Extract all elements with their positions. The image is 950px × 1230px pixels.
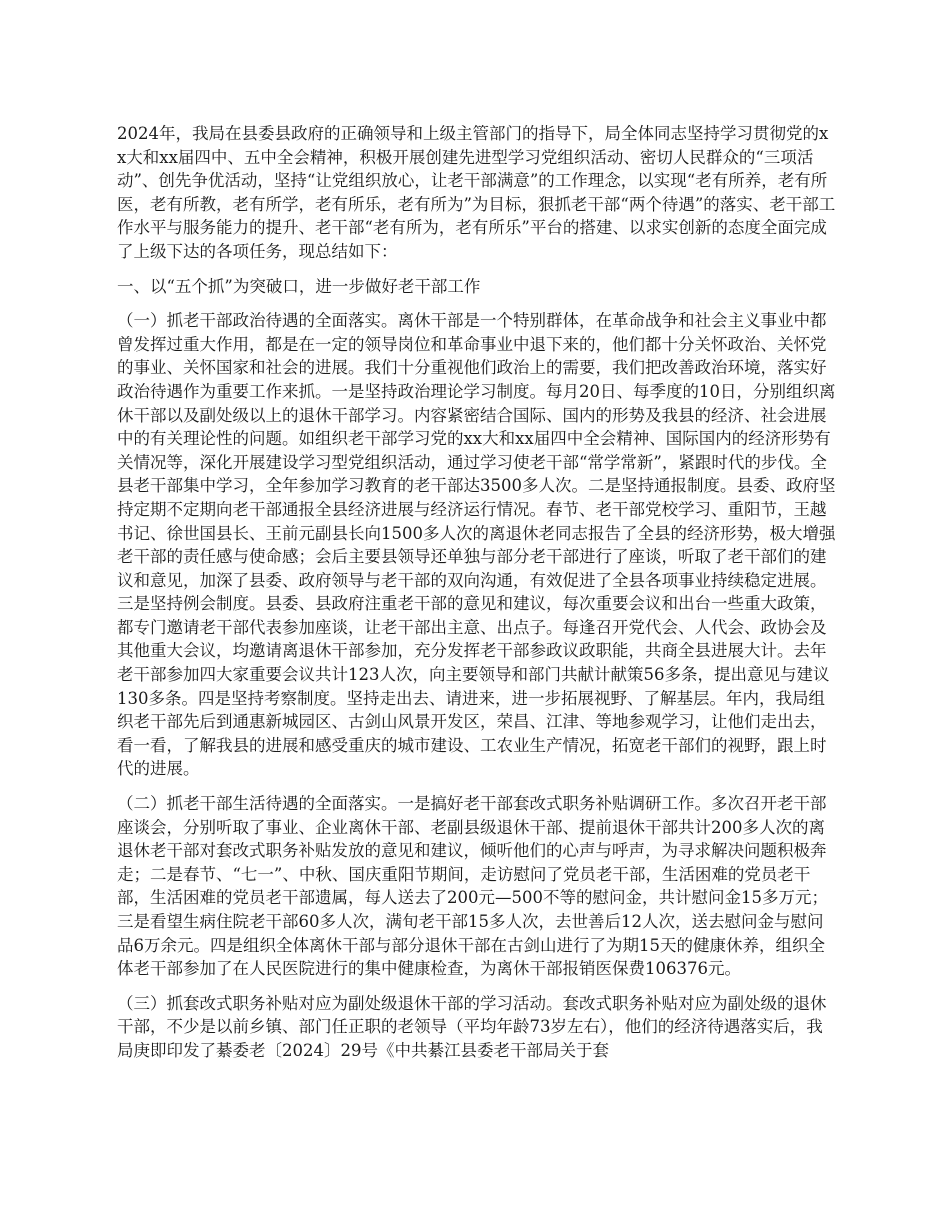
paragraph-living-treatment: （二）抓老干部生活待遇的全面落实。一是搞好老干部套改式职务补贴调研工作。多次召开老干部座谈会，分别听取了事业、企业离休干部、老副县级退休干部、提前退休干部共计200多人次的离退休老干部对套改式职务补贴发放的意见和建议，倾听他们的心声与呼声，为寻求解决问题积极奔走；二是春节、“七一”、中秋、国庆重阳节期间，走访慰问了党员老干部，生活困难的党员老干部，生活困难的党员老干部遗属，每人送去了200元—500不等的慰问金，共计慰问金15多万元；三是看望生病住院老干部60多人次，满旬老干部15多人次，去世善后12人次，送去慰问金与慰问品6万余元。四是组织全体离休干部与部分退休干部在古剑山进行了为期15天的健康休养，组织全体老干部参加了在人民医院进行的集中健康检查，为离休干部报销医保费106376元。 — [117, 794, 828, 979]
section-heading: 一、以“五个抓”为突破口，进一步做好老干部工作 — [117, 276, 481, 296]
paragraph-political-treatment: （一）抓老干部政治待遇的全面落实。离休干部是一个特别群体，在革命战争和社会主义事业中都曾发挥过重大作用，都是在一定的领导岗位和革命事业中退下来的，他们都十分关怀政治、关怀党的事业、关怀国家和社会的进展。我们十分重视他们政治上的需要，我们把改善政治环境，落实好政治待遇作为重要工作来抓。一是坚持政治理论学习制度。每月20日、每季度的10日，分别组织离休干部以及副处级以上的退休干部学习。内容紧密结合国际、国内的形势及我县的经济、社会进展中的有关理论性的问题。如组织老干部学习党的xx大和xx届四中全会精神、国际国内的经济形势有关情况等，深化开展建设学习型党组织活动，通过学习使老干部“常学常新”，紧跟时代的步伐。全县老干部集中学习，全年参加学习教育的老干部达3500多人次。二是坚持通报制度。县委、政府坚持定期不定期向老干部通报全县经济进展与经济运行情况。春节、老干部党校学习、重阳节，王越书记、徐世国县长、王前元副县长向1500多人次的离退休老同志报告了全县的经济形势，极大增强老干部的责任感与使命感；会后主要县领导还单独与部分老干部进行了座谈，听取了老干部们的建议和意见，加深了县委、政府领导与老干部的双向沟通，有效促进了全县各项事业持续稳定进展。三是坚持例会制度。县委、县政府注重老干部的意见和建议，每次重要会议和出台一些重大政策，都专门邀请老干部代表参加座谈，让老干部出主意、出点子。每逢召开党代会、人代会、政协会及其他重大会议，均邀请离退休干部参加，充分发挥老干部参政议政职能，共商全县进展大计。去年老干部参加四大家重要会议共计123人次，向主要领导和部门共献计献策56多条，提出意见与建议130多条。四是坚持考察制度。坚持走出去、请进来，进一步拓展视野、了解基层。年内，我局组织老干部先后到通惠新城园区、古剑山风景开发区，荣昌、江津、等地参观学习，让他们走出去，看一看，了解我县的进展和感受重庆的城市建设、工农业生产情况，拓宽老干部们的视野，跟上时代的进展。 — [117, 311, 836, 779]
intro-paragraph: 2024年，我局在县委县政府的正确领导和上级主管部门的指导下，局全体同志坚持学习贯彻党的xx大和xx届四中、五中全会精神，积极开展创建先进型学习党组织活动、密切人民群众的“三项活动”、创先争优活动，坚持“让党组织放心，让老干部满意”的工作理念，以实现“老有所养，老有所医，老有所教，老有所学，老有所乐，老有所为”为目标，狠抓老干部“两个待遇”的落实、老干部工作水平与服务能力的提升、老干部“老有所为，老有所乐”平台的搭建、以求实创新的态度全面完成了上级下达的各项任务，现总结如下： — [117, 124, 836, 261]
paragraph-retired-cadres-study: （三）抓套改式职务补贴对应为副处级退休干部的学习活动。套改式职务补贴对应为副处级的退休干部，不少是以前乡镇、部门任正职的老领导（平均年龄73岁左右），他们的经济待遇落实后，我局庚即印发了綦委老〔2024〕29号《中共綦江县委老干部局关于套 — [117, 993, 827, 1060]
document-body — [117, 122, 837, 1074]
